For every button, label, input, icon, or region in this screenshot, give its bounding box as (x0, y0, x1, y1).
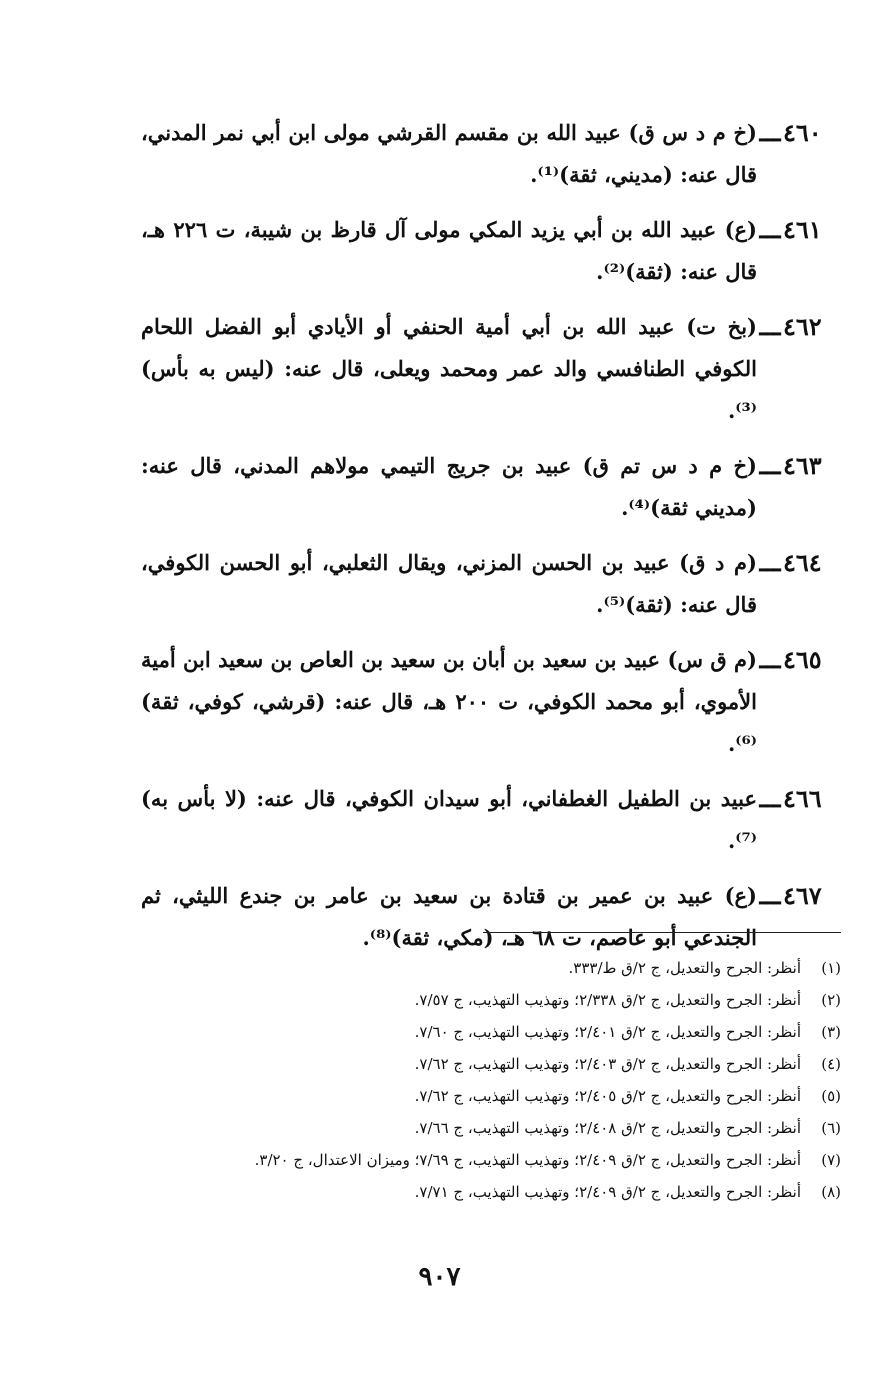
entry-number: ٤٦٤ (783, 548, 822, 577)
footnote-marker: (٤) (821, 1055, 841, 1073)
entry-text: عبيد بن الطفيل الغطفاني، أبو سيدان الكوفي، قال عنه: (لا بأس به)⁽⁷⁾. (141, 786, 757, 853)
entry-dash: ـــ (759, 215, 781, 244)
entry-text: (بخ ت) عبيد الله بن أبي أمية الحنفي أو الأيادي أبو الفضل اللحام الكوفي الطنافسي والد عمر ومحمد ويعلى، قال عنه: (ليس به بأس)⁽³⁾. (141, 314, 757, 423)
footnote-1 (211, 955, 841, 981)
entry-text: (خ م د س تم ق) عبيد بن جريج التيمي مولاهم المدني، قال عنه: (مديني ثقة)⁽⁴⁾. (141, 453, 757, 520)
entry-463 (141, 445, 841, 529)
entry-dash: ـــ (759, 548, 781, 577)
footnote-marker: (٧) (821, 1151, 841, 1169)
entry-464 (141, 542, 841, 626)
entry-461 (141, 209, 841, 293)
entry-text: (م ق س) عبيد بن سعيد بن أبان بن سعيد بن العاص بن سعيد ابن أمية الأموي، أبو محمد الكوفي، ت ٢٠٠ هـ، قال عنه: (قرشي، كوفي، ثقة)⁽⁶⁾. (141, 647, 757, 756)
footnote-3 (211, 1019, 841, 1045)
entry-dash: ـــ (759, 784, 781, 813)
footnote-text: أنظر: الجرح والتعديل، ج ٢/ق ٢/٤٠٣؛ وتهذيب التهذيب، ج ٧/٦٢. (414, 1055, 801, 1073)
entry-dash: ـــ (759, 645, 781, 674)
entry-number: ٤٦٦ (783, 784, 822, 813)
entry-467 (141, 875, 841, 959)
footnote-text: أنظر: الجرح والتعديل، ج ٢/ق ٢/٣٣٨؛ وتهذيب التهذيب، ج ٧/٥٧. (414, 991, 801, 1009)
entry-465 (141, 639, 841, 765)
footnote-8 (211, 1179, 841, 1205)
entry-460 (141, 112, 841, 196)
entries-list (141, 112, 841, 972)
entry-dash: ـــ (759, 312, 781, 341)
entry-number: ٤٦٢ (783, 312, 822, 341)
footnote-text: أنظر: الجرح والتعديل، ج ٢/ق ٢/٤٠١؛ وتهذيب التهذيب، ج ٧/٦٠. (414, 1023, 801, 1041)
entry-text: (ع) عبيد بن عمير بن قتادة بن سعيد بن عامر بن جندع الليثي، ثم الجندعي أبو عاصم، ت ٦٨ هـ، (مكي، ثقة)⁽⁸⁾. (141, 883, 757, 950)
footnote-marker: (٢) (821, 991, 841, 1009)
footnote-text: أنظر: الجرح والتعديل، ج ٢/ق ٢/٤٠٨؛ وتهذيب التهذيب، ج ٧/٦٦. (414, 1119, 801, 1137)
entry-number: ٤٦١ (783, 215, 822, 244)
footnote-text: أنظر: الجرح والتعديل، ج ٢/ق ٢/٤٠٩؛ وتهذيب التهذيب، ج ٧/٦٩؛ وميزان الاعتدال، ج ٣/٢٠. (254, 1151, 801, 1169)
entry-462 (141, 306, 841, 432)
entry-dash: ـــ (759, 118, 781, 147)
entry-number: ٤٦٣ (783, 451, 822, 480)
footnote-4 (211, 1051, 841, 1077)
entry-dash: ـــ (759, 451, 781, 480)
footnote-5 (211, 1083, 841, 1109)
entry-text: (خ م د س ق) عبيد الله بن مقسم القرشي مولى ابن أبي نمر المدني، قال عنه: (مديني، ثقة)⁽¹⁾. (141, 120, 757, 187)
entry-number: ٤٦٥ (783, 645, 822, 674)
entry-466 (141, 778, 841, 862)
entry-dash: ـــ (759, 881, 781, 910)
footnote-marker: (٥) (821, 1087, 841, 1105)
footnote-marker: (١) (821, 959, 841, 977)
entry-number: ٤٦٠ (783, 118, 822, 147)
footnote-6 (211, 1115, 841, 1141)
footnote-text: أنظر: الجرح والتعديل، ج ٢/ق ٢/٤٠٩؛ وتهذيب التهذيب، ج ٧/٧١. (414, 1183, 801, 1201)
entry-text: (م د ق) عبيد بن الحسن المزني، ويقال الثعلبي، أبو الحسن الكوفي، قال عنه: (ثقة)⁽⁵⁾. (141, 550, 757, 617)
footnote-text: أنظر: الجرح والتعديل، ج ٢/ق ٢/٤٠٥؛ وتهذيب التهذيب، ج ٧/٦٢. (414, 1087, 801, 1105)
footnote-marker: (٣) (821, 1023, 841, 1041)
entry-number: ٤٦٧ (783, 881, 822, 910)
page-number: ٩٠٧ (418, 1262, 461, 1292)
entry-text: (ع) عبيد الله بن أبي يزيد المكي مولى آل قارظ بن شيبة، ت ٢٢٦ هـ، قال عنه: (ثقة)⁽²⁾. (141, 217, 757, 284)
footnote-text: أنظر: الجرح والتعديل، ج ٢/ق ط/٣٣٣. (568, 959, 801, 977)
footnote-marker: (٨) (821, 1183, 841, 1201)
footnote-7 (211, 1147, 841, 1173)
footnote-marker: (٦) (821, 1119, 841, 1137)
footnotes-list (211, 955, 841, 1211)
footnote-divider (483, 932, 841, 933)
footnote-2 (211, 987, 841, 1013)
